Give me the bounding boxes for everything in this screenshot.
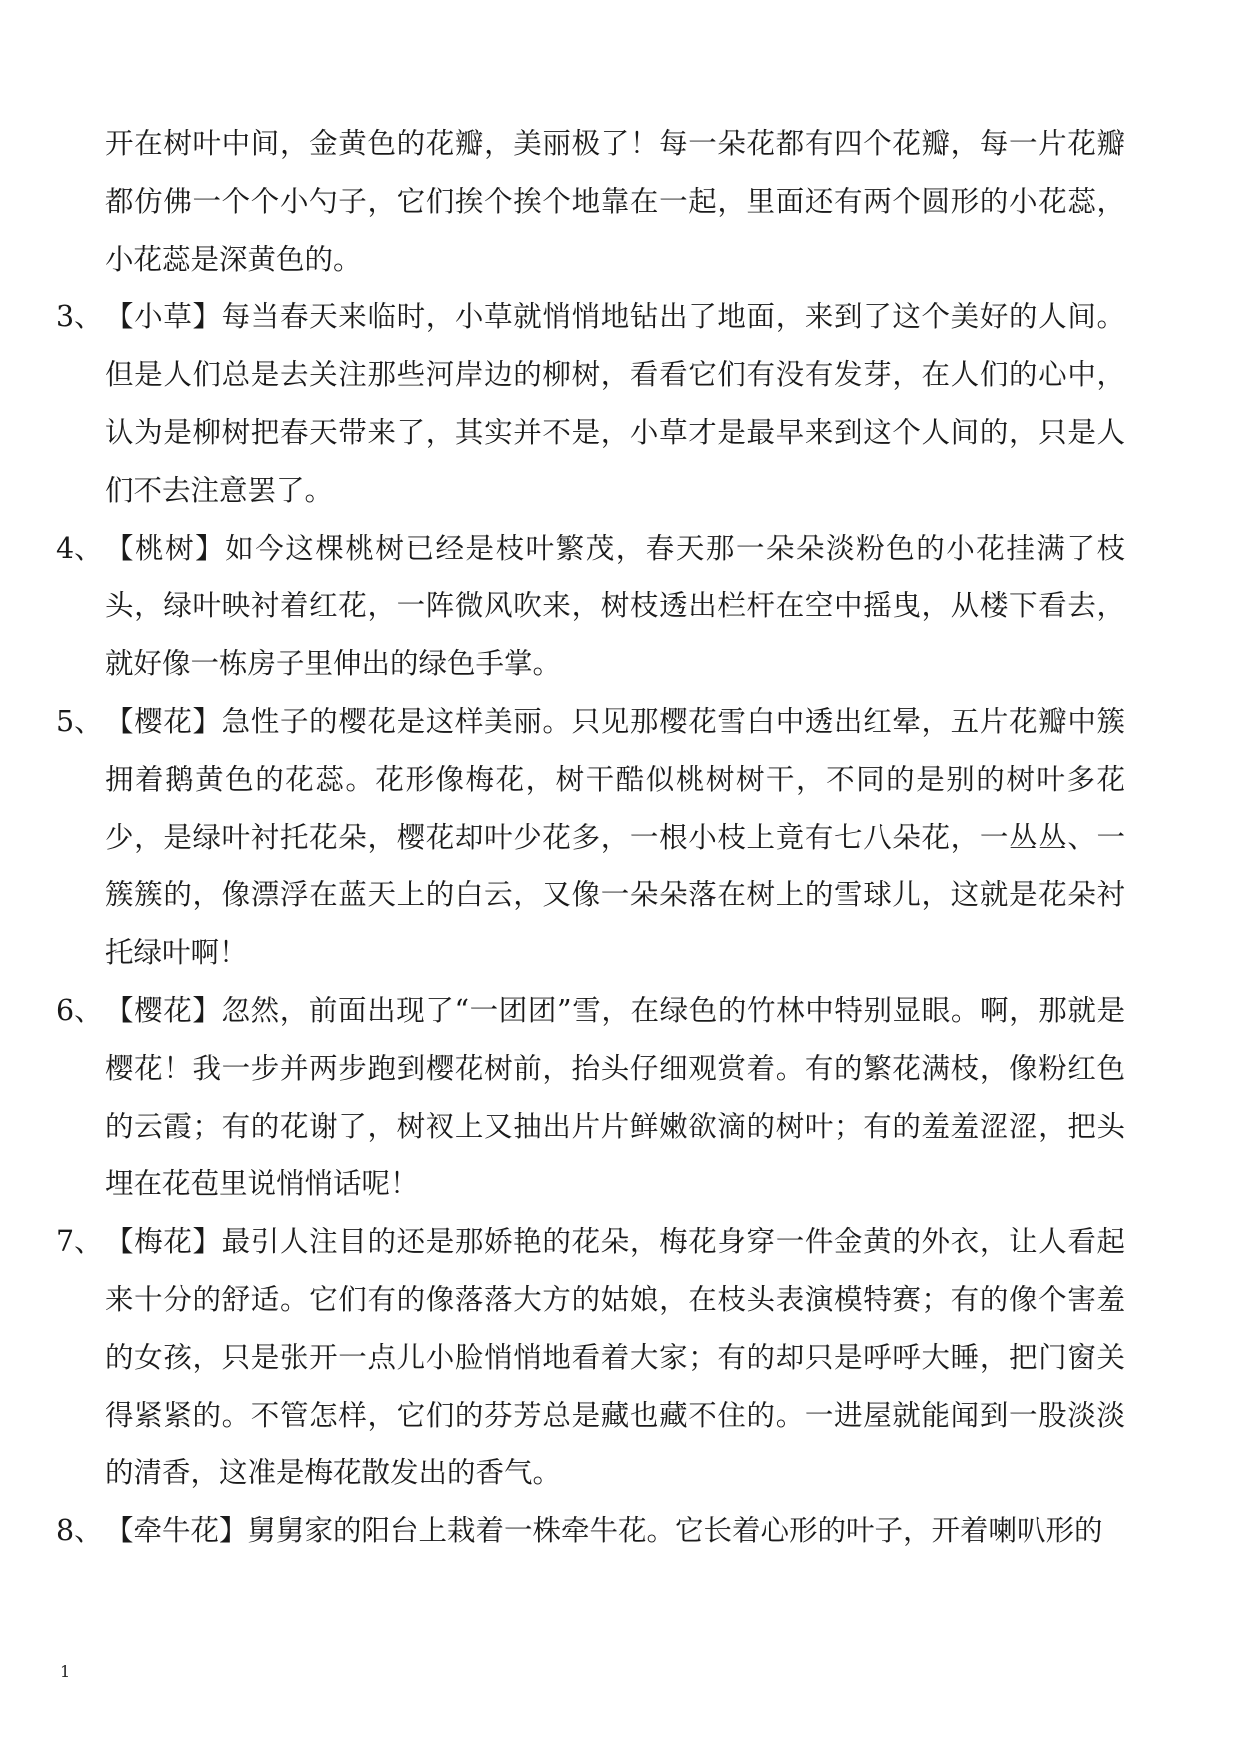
paragraph-number: 3、 — [56, 300, 103, 334]
paragraph-number: 6、 — [56, 993, 103, 1027]
paragraph-text: 【小草】每当春天来临时，小草就悄悄地钻出了地面，来到了这个美好的人间。但是人们总是去关注那些河岸边的柳树，看看它们有没有发芽，在人们的心中，认为是柳树把春天带来了，其实并不是，小草才是最早来到这个人间的，只是人们不去注意罢了。 — [105, 300, 1125, 507]
paragraph-item-7 — [0, 1213, 1125, 1502]
paragraph-text: 【桃树】如今这棵桃树已经是枝叶繁茂，春天那一朵朵淡粉色的小花挂满了枝头，绿叶映衬着红花，一阵微风吹来，树枝透出栏杆在空中摇曳，从楼下看去，就好像一栋房子里伸出的绿色手掌。 — [105, 531, 1125, 681]
paragraph-number: 4、 — [56, 531, 103, 565]
paragraph-text: 【樱花】急性子的樱花是这样美丽。只见那樱花雪白中透出红晕，五片花瓣中簇拥着鹅黄色的花蕊。花形像梅花，树干酷似桃树树干，不同的是别的树叶多花少，是绿叶衬托花朵，樱花却叶少花多，一根小枝上竟有七八朵花，一丛丛、一簇簇的，像漂浮在蓝天上的白云，又像一朵朵落在树上的雪球儿，这就是花朵衬托绿叶啊！ — [105, 704, 1125, 970]
document-body — [0, 115, 1241, 1560]
page-number: 1 — [60, 1662, 71, 1681]
paragraph-text: 开在树叶中间，金黄色的花瓣，美丽极了！每一朵花都有四个花瓣，每一片花瓣都仿佛一个个小勺子，它们挨个挨个地靠在一起，里面还有两个圆形的小花蕊，小花蕊是深黄色的。 — [105, 127, 1125, 276]
paragraph-text: 【梅花】最引人注目的还是那娇艳的花朵，梅花身穿一件金黄的外衣，让人看起来十分的舒适。它们有的像落落大方的姑娘，在枝头表演模特赛；有的像个害羞的女孩，只是张开一点儿小脸悄悄地看着大家；有的却只是呼呼大睡，把门窗关得紧紧的。不管怎样，它们的芬芳总是藏也藏不住的。一进屋就能闻到一股淡淡的清香，这准是梅花散发出的香气。 — [105, 1225, 1125, 1490]
paragraph-text: 【樱花】忽然，前面出现了“一团团”雪，在绿色的竹林中特别显眼。啊，那就是樱花！我一步并两步跑到樱花树前，抬头仔细观赏着。有的繁花满枝，像粉红色的云霞；有的花谢了，树衩上又抽出片片鲜嫩欲滴的树叶；有的羞羞涩涩，把头埋在花苞里说悄悄话呢！ — [105, 993, 1125, 1201]
paragraph-item-3 — [0, 288, 1125, 519]
paragraph-number: 8、 — [56, 1514, 103, 1548]
paragraph-number: 5、 — [56, 704, 103, 738]
paragraph-text: 【牵牛花】舅舅家的阳台上栽着一株牵牛花。它长着心形的叶子，开着喇叭形的 — [105, 1514, 1103, 1548]
paragraph-item-6 — [0, 982, 1125, 1213]
paragraph-item-8 — [0, 1502, 1125, 1560]
paragraph-item-5 — [0, 693, 1125, 982]
paragraph-item-4 — [0, 520, 1125, 693]
paragraph-continuation — [0, 115, 1125, 288]
paragraph-number: 7、 — [56, 1225, 103, 1259]
